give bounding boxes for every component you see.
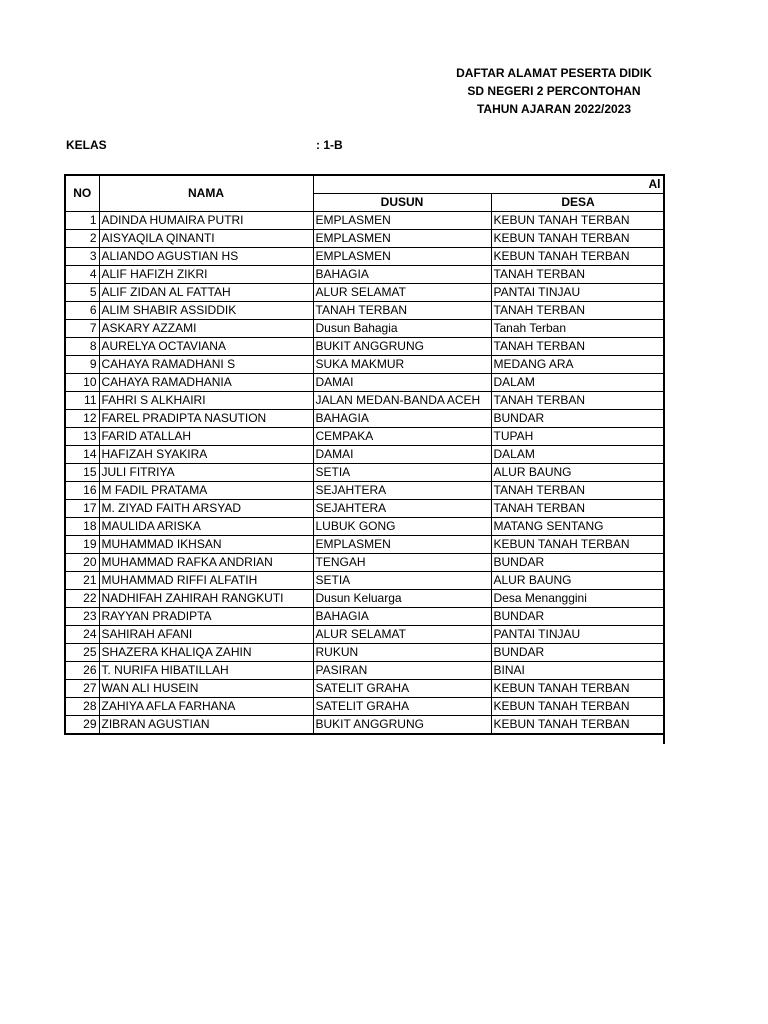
cell-nama: M. ZIYAD FAITH ARSYAD <box>99 500 313 518</box>
cell-nama: HAFIZAH SYAKIRA <box>99 446 313 464</box>
table-row <box>65 554 664 572</box>
cell-dusun: DAMAI <box>313 374 491 392</box>
cell-no: 20 <box>65 554 99 572</box>
table-row <box>65 266 664 284</box>
cell-nama: NADHIFAH ZAHIRAH RANGKUTI <box>99 590 313 608</box>
cell-dusun: Dusun Keluarga <box>313 590 491 608</box>
table-row <box>65 428 664 446</box>
cell-desa: BUNDAR <box>491 410 664 428</box>
cell-nama: FAHRI S ALKHAIRI <box>99 392 313 410</box>
cell-desa: TANAH TERBAN <box>491 266 664 284</box>
cell-desa: KEBUN TANAH TERBAN <box>491 212 664 230</box>
table-row <box>65 680 664 698</box>
cell-desa: TANAH TERBAN <box>491 338 664 356</box>
cell-dusun: JALAN MEDAN-BANDA ACEH <box>313 392 491 410</box>
cell-dusun: SETIA <box>313 572 491 590</box>
column-header-no: NO <box>65 175 99 212</box>
student-address-table-viewport <box>64 174 664 744</box>
table-row <box>65 356 664 374</box>
column-header-alamat: Al <box>313 175 664 194</box>
cell-dusun: EMPLASMEN <box>313 536 491 554</box>
cell-no: 18 <box>65 518 99 536</box>
table-row <box>65 284 664 302</box>
cell-no: 22 <box>65 590 99 608</box>
cell-nama: FAREL PRADIPTA NASUTION <box>99 410 313 428</box>
cell-desa: KEBUN TANAH TERBAN <box>491 230 664 248</box>
academic-year: TAHUN AJARAN 2022/2023 <box>476 102 632 116</box>
cell-dusun: SUKA MAKMUR <box>313 356 491 374</box>
table-row <box>65 464 664 482</box>
cell-no: 3 <box>65 248 99 266</box>
cell-dusun: BUKIT ANGGRUNG <box>313 716 491 735</box>
table-row <box>65 698 664 716</box>
cell-nama: ASKARY AZZAMI <box>99 320 313 338</box>
cell-no: 1 <box>65 212 99 230</box>
cell-desa: TUPAH <box>491 428 664 446</box>
cell-nama: MAULIDA ARISKA <box>99 518 313 536</box>
cell-no: 11 <box>65 392 99 410</box>
table-row <box>65 230 664 248</box>
table-row <box>65 518 664 536</box>
cell-nama: ALIF ZIDAN AL FATTAH <box>99 284 313 302</box>
table-row <box>65 392 664 410</box>
cell-dusun: SATELIT GRAHA <box>313 698 491 716</box>
cell-nama: SAHIRAH AFANI <box>99 626 313 644</box>
cell-dusun: DAMAI <box>313 446 491 464</box>
table-body <box>65 212 664 735</box>
table-row <box>65 716 664 735</box>
cell-nama: MUHAMMAD RIFFI ALFATIH <box>99 572 313 590</box>
cell-nama: RAYYAN PRADIPTA <box>99 608 313 626</box>
table-row <box>65 374 664 392</box>
table-row <box>65 338 664 356</box>
cell-dusun: TANAH TERBAN <box>313 302 491 320</box>
cell-dusun: SATELIT GRAHA <box>313 680 491 698</box>
cell-no: 4 <box>65 266 99 284</box>
cell-dusun: EMPLASMEN <box>313 248 491 266</box>
table-row <box>65 662 664 680</box>
table-row <box>65 590 664 608</box>
cell-dusun: TENGAH <box>313 554 491 572</box>
kelas-value: : 1-B <box>316 138 343 152</box>
table-row <box>65 572 664 590</box>
cell-desa: BUNDAR <box>491 644 664 662</box>
cell-dusun: EMPLASMEN <box>313 212 491 230</box>
table-row <box>65 500 664 518</box>
table-row <box>65 248 664 266</box>
cell-dusun: SEJAHTERA <box>313 500 491 518</box>
cell-no: 19 <box>65 536 99 554</box>
cell-no: 6 <box>65 302 99 320</box>
cell-dusun: SEJAHTERA <box>313 482 491 500</box>
document-title: DAFTAR ALAMAT PESERTA DIDIK <box>456 66 652 80</box>
cell-desa: TANAH TERBAN <box>491 482 664 500</box>
cell-no: 16 <box>65 482 99 500</box>
column-header-nama: NAMA <box>99 175 313 212</box>
cell-dusun: PASIRAN <box>313 662 491 680</box>
cell-dusun: RUKUN <box>313 644 491 662</box>
cell-dusun: ALUR SELAMAT <box>313 284 491 302</box>
cell-nama: AISYAQILA QINANTI <box>99 230 313 248</box>
table-row <box>65 302 664 320</box>
cell-desa: DALAM <box>491 446 664 464</box>
cell-nama: MUHAMMAD IKHSAN <box>99 536 313 554</box>
table-row <box>65 410 664 428</box>
cell-no: 26 <box>65 662 99 680</box>
cell-dusun: BAHAGIA <box>313 410 491 428</box>
cell-no: 27 <box>65 680 99 698</box>
column-header-dusun: DUSUN <box>313 194 491 212</box>
cell-desa: PANTAI TINJAU <box>491 626 664 644</box>
cell-no: 28 <box>65 698 99 716</box>
cell-no: 9 <box>65 356 99 374</box>
cell-desa: KEBUN TANAH TERBAN <box>491 698 664 716</box>
table-row <box>65 446 664 464</box>
cell-nama: ZAHIYA AFLA FARHANA <box>99 698 313 716</box>
cell-desa: TANAH TERBAN <box>491 392 664 410</box>
cell-no: 2 <box>65 230 99 248</box>
cell-desa: MATANG SENTANG <box>491 518 664 536</box>
cell-no: 12 <box>65 410 99 428</box>
cell-desa: TANAH TERBAN <box>491 500 664 518</box>
cell-dusun: EMPLASMEN <box>313 230 491 248</box>
cell-nama: ALIANDO AGUSTIAN HS <box>99 248 313 266</box>
table-row <box>65 626 664 644</box>
cell-nama: CAHAYA RAMADHANIA <box>99 374 313 392</box>
cell-desa: PANTAI TINJAU <box>491 284 664 302</box>
cell-desa: ALUR BAUNG <box>491 464 664 482</box>
school-name: SD NEGERI 2 PERCONTOHAN <box>467 84 641 98</box>
cell-no: 25 <box>65 644 99 662</box>
cell-nama: AURELYA OCTAVIANA <box>99 338 313 356</box>
cell-no: 29 <box>65 716 99 735</box>
cell-nama: ALIF HAFIZH ZIKRI <box>99 266 313 284</box>
cell-no: 23 <box>65 608 99 626</box>
cell-nama: CAHAYA RAMADHANI S <box>99 356 313 374</box>
cell-desa: Desa Menanggini <box>491 590 664 608</box>
cell-desa: BUNDAR <box>491 554 664 572</box>
table-row <box>65 608 664 626</box>
table-row <box>65 320 664 338</box>
cell-nama: MUHAMMAD RAFKA ANDRIAN <box>99 554 313 572</box>
cell-no: 21 <box>65 572 99 590</box>
cell-nama: JULI FITRIYA <box>99 464 313 482</box>
cell-no: 17 <box>65 500 99 518</box>
cell-desa: KEBUN TANAH TERBAN <box>491 248 664 266</box>
cell-desa: KEBUN TANAH TERBAN <box>491 716 664 735</box>
cell-desa: KEBUN TANAH TERBAN <box>491 680 664 698</box>
cell-no: 24 <box>65 626 99 644</box>
cell-nama: M FADIL PRATAMA <box>99 482 313 500</box>
cell-no: 7 <box>65 320 99 338</box>
cell-dusun: BAHAGIA <box>313 608 491 626</box>
cell-nama: SHAZERA KHALIQA ZAHIN <box>99 644 313 662</box>
sheet-right-border <box>663 174 665 744</box>
cell-desa: TANAH TERBAN <box>491 302 664 320</box>
cell-no: 8 <box>65 338 99 356</box>
table-row <box>65 212 664 230</box>
cell-dusun: BUKIT ANGGRUNG <box>313 338 491 356</box>
cell-desa: ALUR BAUNG <box>491 572 664 590</box>
cell-dusun: CEMPAKA <box>313 428 491 446</box>
cell-desa: DALAM <box>491 374 664 392</box>
cell-desa: BINAI <box>491 662 664 680</box>
kelas-label: KELAS <box>66 138 107 152</box>
document-title-block <box>430 64 678 118</box>
table-row <box>65 644 664 662</box>
table-row <box>65 536 664 554</box>
cell-no: 14 <box>65 446 99 464</box>
column-header-desa: DESA <box>491 194 664 212</box>
cell-nama: FARID ATALLAH <box>99 428 313 446</box>
cell-desa: MEDANG ARA <box>491 356 664 374</box>
student-address-table <box>64 174 664 735</box>
cell-no: 10 <box>65 374 99 392</box>
cell-no: 5 <box>65 284 99 302</box>
table-row <box>65 482 664 500</box>
cell-no: 13 <box>65 428 99 446</box>
cell-nama: T. NURIFA HIBATILLAH <box>99 662 313 680</box>
cell-dusun: LUBUK GONG <box>313 518 491 536</box>
cell-dusun: SETIA <box>313 464 491 482</box>
cell-nama: ZIBRAN AGUSTIAN <box>99 716 313 735</box>
cell-desa: KEBUN TANAH TERBAN <box>491 536 664 554</box>
cell-nama: ALIM SHABIR ASSIDDIK <box>99 302 313 320</box>
cell-dusun: ALUR SELAMAT <box>313 626 491 644</box>
cell-no: 15 <box>65 464 99 482</box>
cell-desa: BUNDAR <box>491 608 664 626</box>
cell-desa: Tanah Terban <box>491 320 664 338</box>
cell-nama: WAN ALI HUSEIN <box>99 680 313 698</box>
cell-dusun: BAHAGIA <box>313 266 491 284</box>
cell-nama: ADINDA HUMAIRA PUTRI <box>99 212 313 230</box>
cell-dusun: Dusun Bahagia <box>313 320 491 338</box>
